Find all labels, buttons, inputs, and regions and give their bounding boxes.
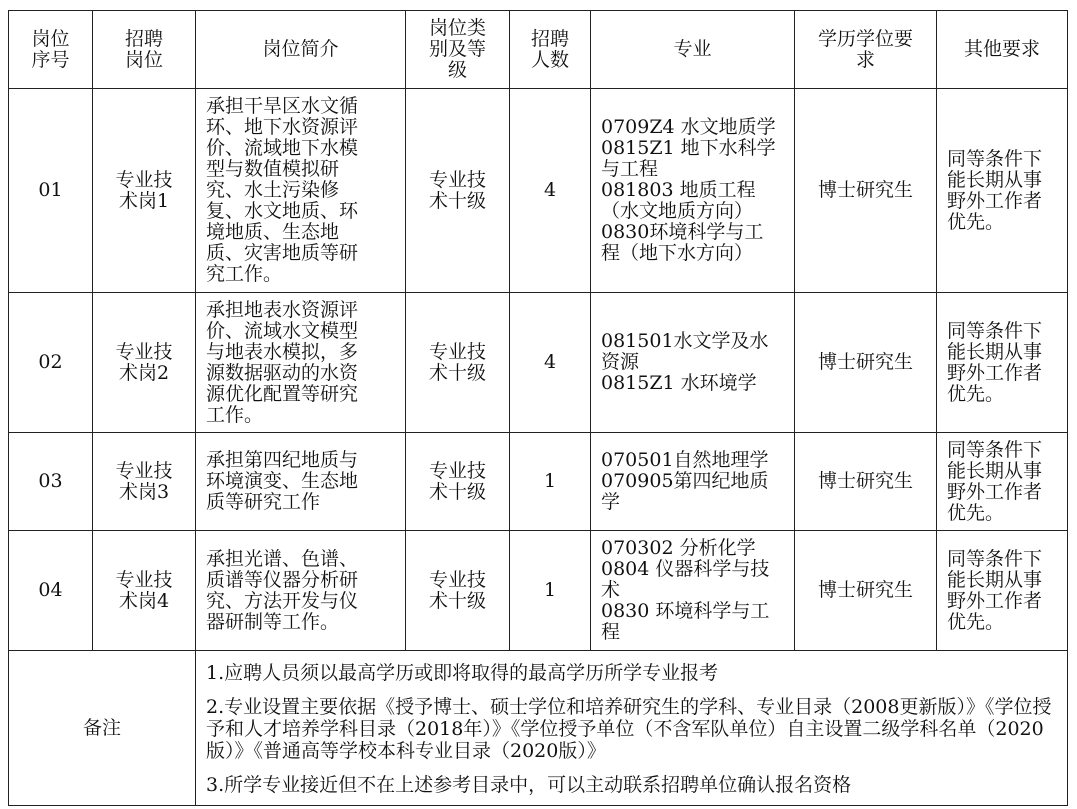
- text-line: 能长期从事: [947, 459, 1043, 482]
- cell-degree: [795, 531, 937, 651]
- text-line: 承担干旱区水文循: [206, 95, 359, 117]
- text-line: 博士研究生: [817, 470, 913, 492]
- header-count: [510, 11, 591, 89]
- note-item: 3.所学专业接近但不在上述参考目录中，可以主动联系招聘单位确认报名资格: [206, 774, 852, 796]
- text-line: 质等研究工作: [206, 491, 321, 513]
- text-line: 程（地下水方向）: [601, 242, 754, 264]
- note-item: 2.专业设置主要依据《授予博士、硕士学位和培养研究生的学科、专业目录（2008更新版）》《学位授予和人才培养学科目录（2018年）》《学位授予单位（不含军队单位）自主设置二级学科名单（2020版）》《普通高等学校本科专业目录（2020版）》: [206, 696, 1052, 762]
- text-line: 复、水文地质、环: [206, 200, 359, 222]
- text-line: 同等条件下: [947, 319, 1043, 342]
- text-line: （水文地质方向）: [601, 200, 754, 222]
- text-line: 与地表水模拟，多: [206, 340, 359, 363]
- table-row: [9, 89, 1068, 293]
- text-line: 价、流域水文模型: [206, 319, 359, 342]
- cell-post: [93, 293, 196, 433]
- cell-intro: [196, 89, 406, 293]
- text-line: 与工程: [601, 158, 659, 180]
- text-line: 野外工作者: [947, 480, 1043, 503]
- text-line: 工作。: [206, 403, 264, 426]
- text-line: 境地质、生态地: [206, 221, 340, 243]
- text-line: 野外工作者: [947, 189, 1043, 212]
- text-line: 别及等: [428, 38, 486, 60]
- text-line: 专业: [673, 38, 712, 60]
- note-item: 1.应聘人员须以最高学历或即将取得的最高学历所学专业报考: [206, 662, 719, 684]
- text-line: 术: [601, 579, 621, 601]
- cell-intro: [196, 433, 406, 531]
- text-line: 资源: [601, 351, 640, 373]
- text-line: 4: [543, 179, 557, 201]
- text-line: 博士研究生: [817, 351, 913, 373]
- text-line: 070302 分析化学: [601, 537, 756, 559]
- text-line: 02: [38, 351, 63, 373]
- text-line: 081803 地质工程: [601, 179, 756, 201]
- text-line: 招聘: [124, 27, 163, 50]
- text-line: 专业技: [428, 340, 486, 363]
- text-line: 专业技: [115, 568, 173, 591]
- text-line: 0830环境科学与工: [601, 221, 764, 243]
- text-line: 岗位类: [428, 17, 486, 39]
- text-line: 学: [601, 491, 621, 513]
- text-line: 专业技: [115, 340, 173, 363]
- table-row: [9, 531, 1068, 651]
- text-line: 同等条件下: [947, 438, 1043, 461]
- text-line: 术岗1: [118, 189, 170, 212]
- text-line: 070905第四纪地质: [601, 470, 769, 492]
- notes-content: [196, 651, 1068, 806]
- text-line: 04: [38, 579, 63, 601]
- table-row: [9, 293, 1068, 433]
- text-line: 1: [543, 470, 557, 492]
- cell-major: [591, 89, 795, 293]
- text-line: 术十级: [428, 361, 486, 384]
- table-row: [9, 433, 1068, 531]
- text-line: 源优化配置等研究: [206, 382, 359, 405]
- cell-intro: [196, 531, 406, 651]
- cell-other: [937, 433, 1068, 531]
- header-row: [9, 11, 1068, 89]
- text-line: 1: [543, 579, 557, 601]
- text-line: 0804 仪器科学与技: [601, 558, 770, 580]
- header-category: [406, 11, 510, 89]
- cell-seq: [9, 433, 93, 531]
- text-line: 究、水土污染修: [206, 179, 340, 201]
- text-line: 同等条件下: [947, 147, 1043, 170]
- text-line: 质、灾害地质等研: [206, 242, 359, 264]
- cell-other: [937, 293, 1068, 433]
- text-line: 0709Z4 水文地质学: [601, 116, 776, 138]
- cell-degree: [795, 433, 937, 531]
- cell-intro: [196, 293, 406, 433]
- text-line: 优先。: [947, 501, 1005, 524]
- text-line: 野外工作者: [947, 589, 1043, 612]
- text-line: 081501水文学及水: [601, 330, 769, 352]
- cell-post: [93, 531, 196, 651]
- text-line: 承担光谱、色谱、: [206, 547, 359, 570]
- text-line: 承担地表水资源评: [206, 298, 359, 321]
- cell-count: [510, 433, 591, 531]
- cell-major: [591, 433, 795, 531]
- cell-degree: [795, 89, 937, 293]
- cell-count: [510, 293, 591, 433]
- header-major: [591, 11, 795, 89]
- header-degree: [795, 11, 937, 89]
- text-line: 野外工作者: [947, 361, 1043, 384]
- text-line: 优先。: [947, 382, 1005, 405]
- text-line: 能长期从事: [947, 568, 1043, 591]
- text-line: 学历学位要: [817, 27, 913, 50]
- cell-category: [406, 293, 510, 433]
- text-line: 岗位: [31, 27, 70, 50]
- text-line: 级: [447, 59, 467, 81]
- recruitment-table: [8, 10, 1068, 806]
- text-line: 质谱等仪器分析研: [206, 568, 359, 591]
- text-line: 环、地下水资源评: [206, 116, 359, 138]
- text-line: 型与数值模拟研: [206, 158, 340, 180]
- text-line: 03: [38, 470, 63, 492]
- text-line: 0830 环境科学与工: [601, 600, 770, 622]
- text-line: 究、方法开发与仪: [206, 589, 359, 612]
- text-line: 01: [38, 179, 63, 201]
- text-line: 术岗2: [118, 361, 170, 384]
- text-line: 专业技: [428, 568, 486, 591]
- text-line: 求: [855, 48, 875, 71]
- text-line: 博士研究生: [817, 579, 913, 601]
- text-line: 专业技: [115, 168, 173, 191]
- text-line: 优先。: [947, 210, 1005, 233]
- cell-category: [406, 89, 510, 293]
- cell-post: [93, 433, 196, 531]
- cell-count: [510, 89, 591, 293]
- text-line: 人数: [530, 48, 569, 71]
- notes-row: [9, 651, 1068, 806]
- text-line: 能长期从事: [947, 168, 1043, 191]
- text-line: 岗位: [124, 48, 163, 71]
- text-line: 招聘: [530, 27, 569, 50]
- text-line: 博士研究生: [817, 179, 913, 201]
- text-line: 承担第四纪地质与: [206, 449, 359, 471]
- text-line: 同等条件下: [947, 547, 1043, 570]
- cell-post: [93, 89, 196, 293]
- text-line: 专业技: [115, 459, 173, 482]
- text-line: 术十级: [428, 589, 486, 612]
- cell-degree: [795, 293, 937, 433]
- text-line: 价、流域地下水模: [206, 137, 359, 159]
- text-line: 器研制等工作。: [206, 610, 340, 633]
- header-other: [937, 11, 1068, 89]
- text-line: 术岗3: [118, 480, 170, 503]
- text-line: 术岗4: [118, 589, 170, 612]
- text-line: 环境演变、生态地: [206, 470, 359, 492]
- cell-category: [406, 531, 510, 651]
- text-line: 优先。: [947, 610, 1005, 633]
- cell-category: [406, 433, 510, 531]
- text-line: 岗位简介: [262, 38, 339, 60]
- cell-count: [510, 531, 591, 651]
- cell-seq: [9, 89, 93, 293]
- cell-other: [937, 89, 1068, 293]
- text-line: 术十级: [428, 480, 486, 503]
- header-seq: [9, 11, 93, 89]
- header-post: [93, 11, 196, 89]
- notes-label: 备注: [9, 651, 196, 806]
- text-line: 4: [543, 351, 557, 373]
- text-line: 0815Z1 水环境学: [601, 372, 757, 394]
- cell-major: [591, 531, 795, 651]
- text-line: 专业技: [428, 168, 486, 191]
- text-line: 序号: [31, 48, 70, 71]
- cell-major: [591, 293, 795, 433]
- text-line: 0815Z1 地下水科学: [601, 137, 776, 159]
- text-line: 源数据驱动的水资: [206, 361, 359, 384]
- text-line: 究工作。: [206, 263, 283, 285]
- cell-seq: [9, 293, 93, 433]
- text-line: 术十级: [428, 189, 486, 212]
- cell-other: [937, 531, 1068, 651]
- text-line: 其他要求: [963, 38, 1040, 60]
- text-line: 能长期从事: [947, 340, 1043, 363]
- text-line: 专业技: [428, 459, 486, 482]
- header-intro: [196, 11, 406, 89]
- text-line: 070501自然地理学: [601, 449, 769, 471]
- cell-seq: [9, 531, 93, 651]
- text-line: 程: [601, 621, 621, 643]
